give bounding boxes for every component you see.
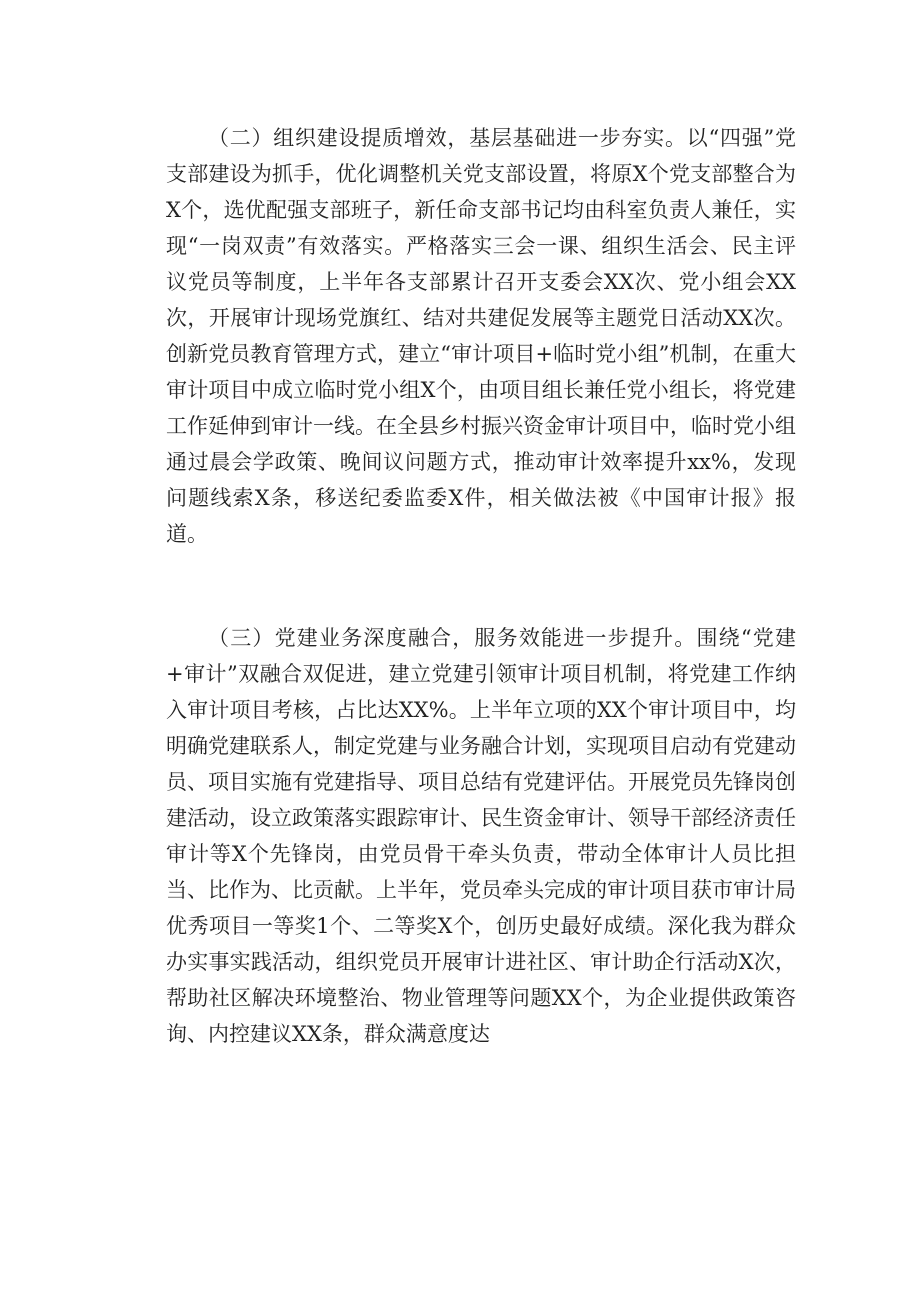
paragraph-party-business-integration: （三）党建业务深度融合，服务效能进一步提升。围绕“党建+审计”双融合双促进，建立党建引领审计项目机制，将党建工作纳入审计项目考核，占比达XX%。上半年立项的XX个审计项目中，均明确党建联系人，制定党建与业务融合计划，实现项目启动有党建动员、项目实施有党建指导、项目总结有党建评估。开展党员先锋岗创建活动，设立政策落实跟踪审计、民生资金审计、领导干部经济责任审计等X个先锋岗，由党员骨干牵头负责，带动全体审计人员比担当、比作为、比贡献。上半年，党员牵头完成的审计项目获市审计局优秀项目一等奖1个、二等奖X个，创历史最好成绩。深化我为群众办实事实践活动，组织党员开展审计进社区、审计助企行活动X次，帮助社区解决环境整治、物业管理等问题XX个，为企业提供政策咨询、内控建议XX条，群众满意度达 — [166, 626, 796, 1046]
paragraph-organization-building: （二）组织建设提质增效，基层基础进一步夯实。以“四强”党支部建设为抓手，优化调整机关党支部设置，将原X个党支部整合为X个，选优配强支部班子，新任命支部书记均由科室负责人兼任，实现“一岗双责”有效落实。严格落实三会一课、组织生活会、民主评议党员等制度，上半年各支部累计召开支委会XX次、党小组会XX次，开展审计现场党旗红、结对共建促发展等主题党日活动XX次。创新党员教育管理方式，建立“审计项目+临时党小组”机制，在重大审计项目中成立临时党小组X个，由项目组长兼任党小组长，将党建工作延伸到审计一线。在全县乡村振兴资金审计项目中，临时党小组通过晨会学政策、晚间议问题方式，推动审计效率提升xx%，发现问题线索X条，移送纪委监委X件，相关做法被《中国审计报》报道。 — [166, 126, 796, 546]
